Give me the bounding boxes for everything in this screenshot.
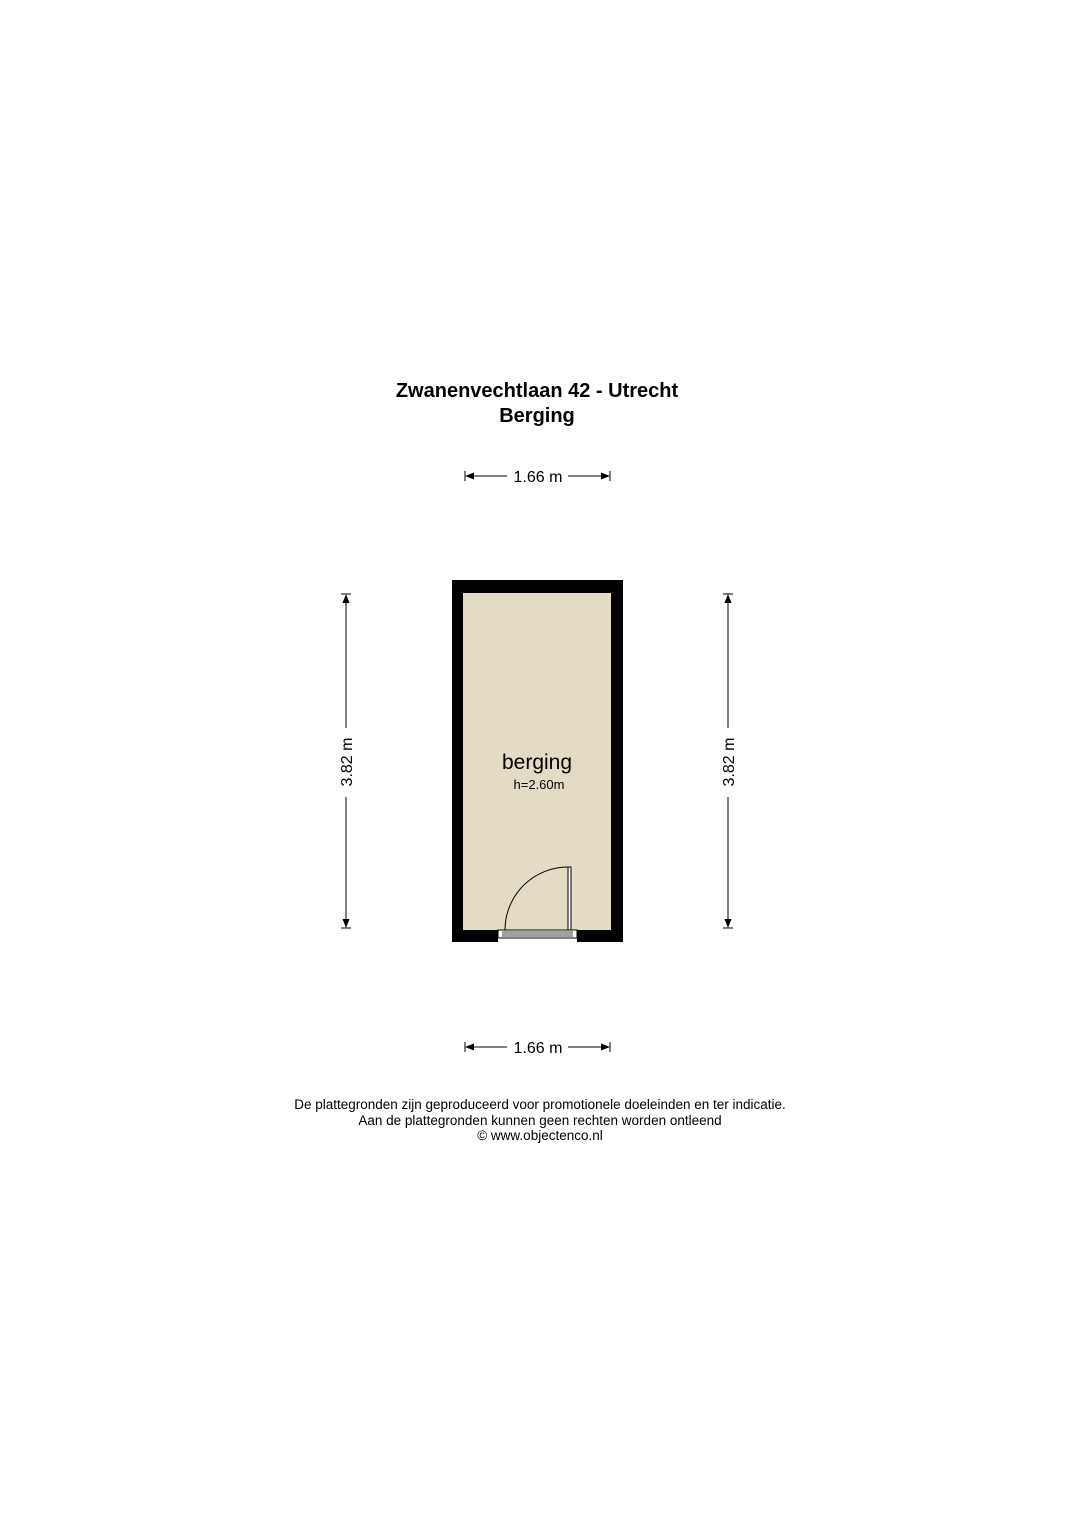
disclaimer-line-1: De plattegronden zijn geproduceerd voor promotionele doeleinden en ter indicatie. <box>294 1097 786 1112</box>
disclaimer-line-2: Aan de plattegronden kunnen geen rechten worden ontleend <box>358 1113 722 1128</box>
wall-bottom-left <box>452 930 498 942</box>
wall-right <box>611 580 623 942</box>
copyright-line: © www.objectenco.nl <box>477 1128 603 1143</box>
dimension-right-label: 3.82 m <box>721 737 738 787</box>
dimension-right <box>721 594 738 928</box>
dimension-left <box>339 594 356 928</box>
wall-bottom-right <box>577 930 623 942</box>
plan-title: Zwanenvechtlaan 42 - Utrecht <box>395 380 679 402</box>
door-leaf <box>568 867 571 930</box>
room-berging <box>452 580 623 942</box>
dimension-top <box>465 469 610 486</box>
wall-left <box>452 580 463 942</box>
plan-subtitle: Berging <box>499 405 575 427</box>
dimension-bottom-label: 1.66 m <box>513 1040 563 1057</box>
dimension-top-label: 1.66 m <box>513 469 563 486</box>
room-label: berging <box>501 751 573 774</box>
wall-top <box>452 580 623 593</box>
dimension-bottom <box>465 1040 610 1057</box>
dimension-left-label: 3.82 m <box>339 737 356 787</box>
room-height-label: h=2.60m <box>513 777 565 792</box>
